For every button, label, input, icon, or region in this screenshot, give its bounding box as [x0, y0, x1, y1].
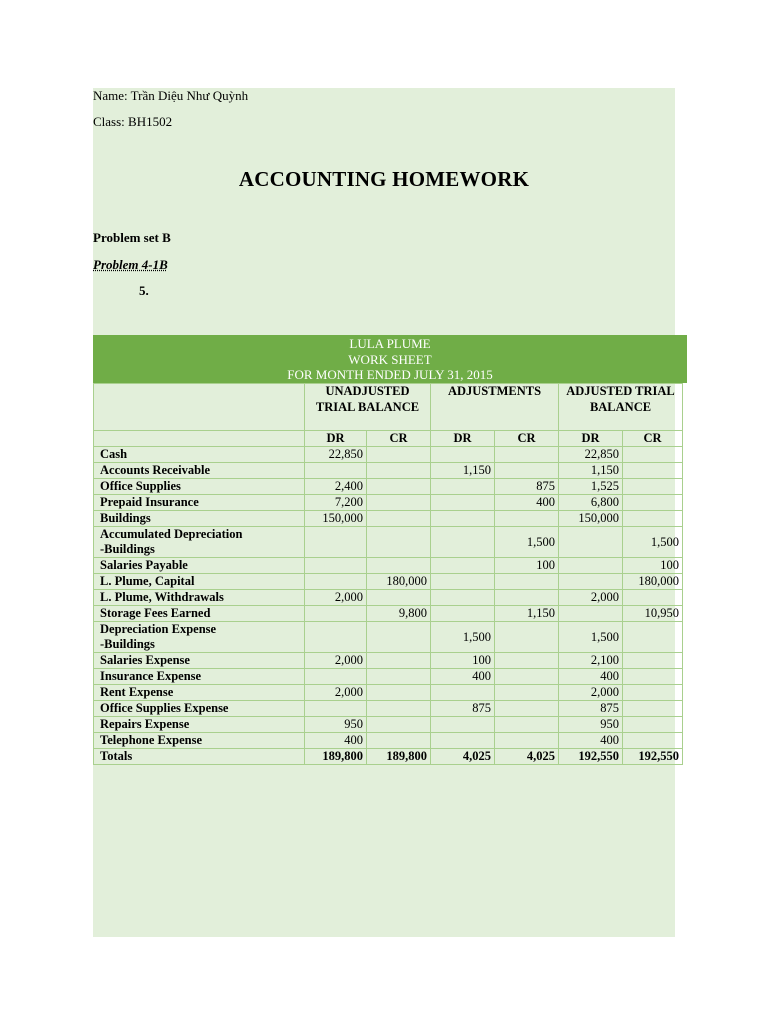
amount-cell: 2,100 [559, 653, 623, 669]
amount-cell: 189,800 [367, 749, 431, 765]
amount-cell: 22,850 [559, 447, 623, 463]
amount-cell: 7,200 [305, 495, 367, 511]
amount-cell [367, 479, 431, 495]
table-edge [683, 479, 688, 495]
amount-cell [367, 463, 431, 479]
account-header [94, 384, 305, 431]
account-name: Rent Expense [94, 685, 305, 701]
amount-cell [623, 653, 683, 669]
amount-cell [623, 590, 683, 606]
account-name: Office Supplies Expense [94, 701, 305, 717]
account-subheader [94, 431, 305, 447]
column-header-dr: DR [305, 431, 367, 447]
table-row [94, 495, 688, 511]
table-edge [683, 463, 688, 479]
class-label: Class: [93, 114, 125, 129]
subheader-row [94, 431, 688, 447]
amount-cell: 4,025 [495, 749, 559, 765]
amount-cell: 150,000 [559, 511, 623, 527]
amount-cell [367, 590, 431, 606]
table-edge [683, 384, 688, 431]
table-row [94, 701, 688, 717]
company-name: LULA PLUME [349, 336, 431, 351]
table-edge [683, 701, 688, 717]
account-name: Salaries Payable [94, 558, 305, 574]
amount-cell [431, 479, 495, 495]
amount-cell [623, 495, 683, 511]
step-number: 5. [139, 283, 149, 298]
amount-cell [431, 495, 495, 511]
amount-cell [305, 701, 367, 717]
account-name: Totals [94, 749, 305, 765]
column-header-cr: CR [367, 431, 431, 447]
table-row [94, 479, 688, 495]
account-name: Accumulated Depreciation -Buildings [94, 527, 305, 558]
amount-cell: 400 [559, 669, 623, 685]
table-row [94, 590, 688, 606]
amount-cell: 2,000 [305, 685, 367, 701]
amount-cell: 100 [495, 558, 559, 574]
amount-cell [367, 653, 431, 669]
table-edge [683, 669, 688, 685]
amount-cell: 4,025 [431, 749, 495, 765]
amount-cell [623, 511, 683, 527]
table-row [94, 527, 688, 558]
amount-cell: 1,500 [623, 527, 683, 558]
amount-cell [623, 701, 683, 717]
column-header-cr: CR [495, 431, 559, 447]
table-edge [683, 590, 688, 606]
amount-cell: 180,000 [367, 574, 431, 590]
account-name: Buildings [94, 511, 305, 527]
amount-cell [559, 558, 623, 574]
table-edge [683, 733, 688, 749]
amount-cell [559, 527, 623, 558]
amount-cell [431, 447, 495, 463]
column-header-cr: CR [623, 431, 683, 447]
table-row [94, 574, 688, 590]
amount-cell [559, 574, 623, 590]
table-row [94, 653, 688, 669]
amount-cell: 1,525 [559, 479, 623, 495]
table-row [94, 558, 688, 574]
amount-cell [367, 527, 431, 558]
amount-cell [495, 447, 559, 463]
amount-cell [367, 447, 431, 463]
amount-cell: 100 [623, 558, 683, 574]
account-name: L. Plume, Withdrawals [94, 590, 305, 606]
amount-cell [367, 511, 431, 527]
class-value: BH1502 [128, 114, 173, 129]
problem-number: Problem 4-1B [93, 257, 168, 272]
amount-cell [431, 590, 495, 606]
table-edge [683, 447, 688, 463]
table-edge [683, 511, 688, 527]
amount-cell: 192,550 [623, 749, 683, 765]
amount-cell: 875 [431, 701, 495, 717]
table-row [94, 447, 688, 463]
amount-cell: 192,550 [559, 749, 623, 765]
amount-cell [305, 606, 367, 622]
table-row [94, 733, 688, 749]
amount-cell [623, 733, 683, 749]
amount-cell [367, 622, 431, 653]
table-row [94, 511, 688, 527]
amount-cell [495, 622, 559, 653]
group-header-adjustments: ADJUSTMENTS [431, 384, 559, 431]
table-row [94, 669, 688, 685]
amount-cell [495, 669, 559, 685]
amount-cell: 1,500 [559, 622, 623, 653]
table-edge [683, 653, 688, 669]
table-edge [683, 431, 688, 447]
name-value: Trần Diệu Như Quỳnh [130, 88, 249, 103]
amount-cell [431, 574, 495, 590]
amount-cell [305, 669, 367, 685]
table-row [94, 463, 688, 479]
student-class-line [93, 114, 172, 130]
amount-cell [431, 717, 495, 733]
amount-cell [559, 606, 623, 622]
amount-cell: 875 [495, 479, 559, 495]
amount-cell: 22,850 [305, 447, 367, 463]
student-name-line [93, 88, 248, 104]
amount-cell [623, 717, 683, 733]
amount-cell: 2,400 [305, 479, 367, 495]
table-edge [683, 574, 688, 590]
amount-cell [431, 511, 495, 527]
amount-cell [431, 527, 495, 558]
account-name: Office Supplies [94, 479, 305, 495]
amount-cell: 1,150 [495, 606, 559, 622]
amount-cell [495, 590, 559, 606]
table-row [94, 717, 688, 733]
column-header-dr: DR [431, 431, 495, 447]
account-name: Repairs Expense [94, 717, 305, 733]
account-name: L. Plume, Capital [94, 574, 305, 590]
amount-cell: 2,000 [305, 590, 367, 606]
amount-cell [305, 527, 367, 558]
account-name: Telephone Expense [94, 733, 305, 749]
amount-cell: 400 [431, 669, 495, 685]
amount-cell: 9,800 [367, 606, 431, 622]
amount-cell: 1,150 [431, 463, 495, 479]
amount-cell: 950 [559, 717, 623, 733]
worksheet-period: FOR MONTH ENDED JULY 31, 2015 [287, 367, 493, 382]
table-edge [683, 527, 688, 558]
column-header-dr: DR [559, 431, 623, 447]
amount-cell [495, 685, 559, 701]
amount-cell [431, 606, 495, 622]
problem-set-heading: Problem set B [93, 230, 171, 245]
amount-cell [367, 733, 431, 749]
amount-cell: 875 [559, 701, 623, 717]
table-edge [683, 685, 688, 701]
amount-cell: 150,000 [305, 511, 367, 527]
table-row [94, 685, 688, 701]
account-name: Storage Fees Earned [94, 606, 305, 622]
amount-cell: 400 [559, 733, 623, 749]
amount-cell [495, 574, 559, 590]
table-row [94, 606, 688, 622]
amount-cell [431, 733, 495, 749]
totals-row [94, 749, 688, 765]
amount-cell [305, 463, 367, 479]
amount-cell [305, 622, 367, 653]
amount-cell [623, 622, 683, 653]
amount-cell: 1,500 [495, 527, 559, 558]
amount-cell [623, 479, 683, 495]
table-edge [683, 622, 688, 653]
amount-cell: 180,000 [623, 574, 683, 590]
table-edge [683, 606, 688, 622]
account-name: Salaries Expense [94, 653, 305, 669]
worksheet-header [93, 335, 687, 383]
amount-cell [623, 463, 683, 479]
worksheet-table [93, 383, 688, 765]
account-name: Accounts Receivable [94, 463, 305, 479]
amount-cell [367, 717, 431, 733]
account-name: Insurance Expense [94, 669, 305, 685]
group-header-row [94, 384, 688, 431]
amount-cell [367, 495, 431, 511]
account-name: Cash [94, 447, 305, 463]
amount-cell [305, 558, 367, 574]
amount-cell [367, 685, 431, 701]
table-edge [683, 749, 688, 765]
amount-cell [305, 574, 367, 590]
amount-cell [495, 701, 559, 717]
account-name: Prepaid Insurance [94, 495, 305, 511]
amount-cell [495, 733, 559, 749]
amount-cell [623, 685, 683, 701]
group-header-unadjusted: UNADJUSTED TRIAL BALANCE [305, 384, 431, 431]
amount-cell: 1,150 [559, 463, 623, 479]
amount-cell: 400 [495, 495, 559, 511]
amount-cell [495, 511, 559, 527]
amount-cell [495, 717, 559, 733]
amount-cell: 6,800 [559, 495, 623, 511]
worksheet-title: WORK SHEET [348, 351, 432, 367]
amount-cell: 950 [305, 717, 367, 733]
amount-cell: 100 [431, 653, 495, 669]
amount-cell: 2,000 [305, 653, 367, 669]
group-header-adjusted: ADJUSTED TRIAL BALANCE [559, 384, 683, 431]
table-edge [683, 717, 688, 733]
amount-cell: 1,500 [431, 622, 495, 653]
table-edge [683, 558, 688, 574]
amount-cell: 10,950 [623, 606, 683, 622]
amount-cell [367, 558, 431, 574]
amount-cell [623, 669, 683, 685]
name-label: Name: [93, 88, 128, 103]
document-title: ACCOUNTING HOMEWORK [238, 167, 530, 191]
table-edge [683, 495, 688, 511]
amount-cell: 2,000 [559, 590, 623, 606]
amount-cell [367, 669, 431, 685]
amount-cell: 189,800 [305, 749, 367, 765]
table-row [94, 622, 688, 653]
amount-cell [367, 701, 431, 717]
amount-cell [431, 558, 495, 574]
amount-cell: 2,000 [559, 685, 623, 701]
amount-cell [495, 653, 559, 669]
amount-cell: 400 [305, 733, 367, 749]
amount-cell [431, 685, 495, 701]
amount-cell [623, 447, 683, 463]
account-name: Depreciation Expense -Buildings [94, 622, 305, 653]
amount-cell [495, 463, 559, 479]
